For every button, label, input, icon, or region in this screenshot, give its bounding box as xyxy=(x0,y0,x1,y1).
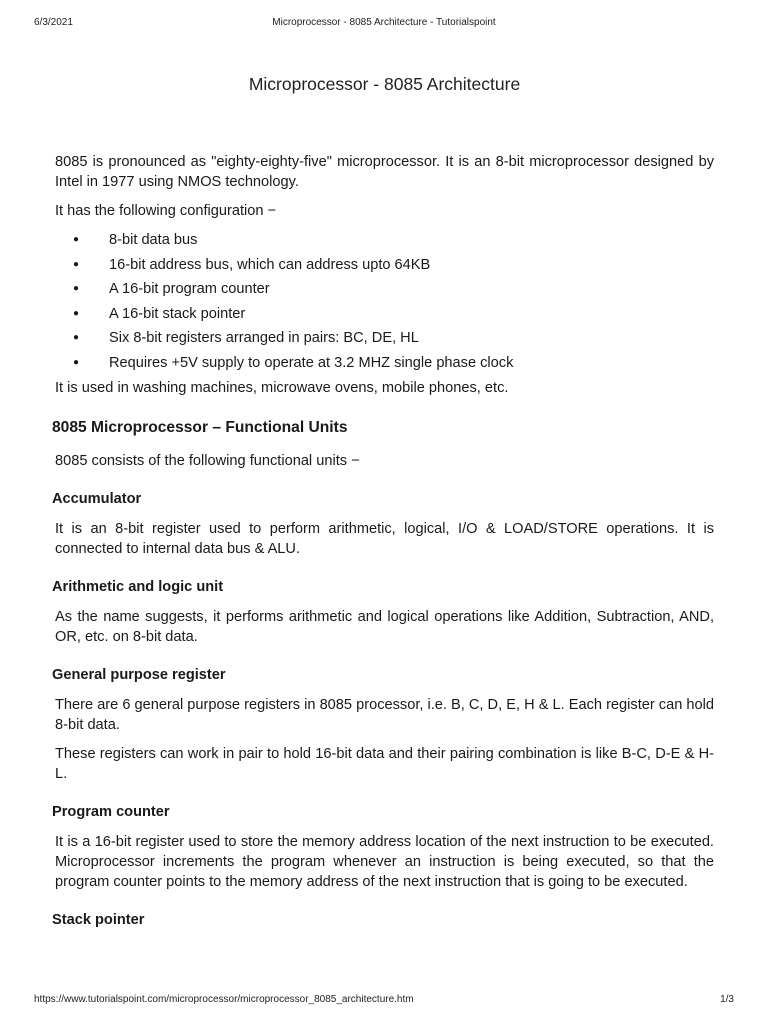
intro-paragraph: 8085 is pronounced as "eighty-eighty-five" microprocessor. It is an 8-bit microprocessor designed by Intel in 1977 using NMOS technology. xyxy=(55,154,714,190)
gpr-text-2: These registers can work in pair to hold 16-bit data and their pairing combination is like B-C, D-E & H-L. xyxy=(55,745,714,782)
page-number: 1/3 xyxy=(720,994,734,1005)
program-counter-text: It is a 16-bit register used to store the memory address location of the next instruction to be executed. Microprocessor increments the program whenever an instruction is being executed, so that the program counter points to the memory address of the next instruction that is going to be executed. xyxy=(55,833,714,890)
bullet-icon: ● xyxy=(73,307,80,319)
list-item: ● A 16-bit program counter xyxy=(73,281,270,298)
stack-pointer-heading: Stack pointer xyxy=(52,911,145,928)
page-url: https://www.tutorialspoint.com/microprocessor/microprocessor_8085_architecture.htm xyxy=(34,994,414,1005)
bullet-icon: ● xyxy=(73,332,80,344)
alu-text: As the name suggests, it performs arithmetic and logical operations like Addition, Subtraction, AND, OR, etc. on 8-bit data. xyxy=(55,608,714,645)
list-item: ● Six 8-bit registers arranged in pairs: BC, DE, HL xyxy=(73,330,419,347)
alu-heading: Arithmetic and logic unit xyxy=(52,578,224,595)
print-document-title: Microprocessor - 8085 Architecture - Tutorialspoint xyxy=(272,17,496,28)
gpr-text-1: There are 6 general purpose registers in 8085 processor, i.e. B, C, D, E, H & L. Each register can hold 8-bit data. xyxy=(55,696,714,733)
bullet-icon: ● xyxy=(73,258,80,270)
accumulator-heading: Accumulator xyxy=(52,490,142,507)
print-footer xyxy=(34,994,734,1008)
accumulator-text: It is an 8-bit register used to perform arithmetic, logical, I/O & LOAD/STORE operations. It is connected to internal data bus & ALU. xyxy=(55,520,714,557)
program-counter-heading: Program counter xyxy=(52,803,170,820)
list-item: ● A 16-bit stack pointer xyxy=(73,305,246,322)
bullet-icon: ● xyxy=(73,234,80,245)
configuration-list xyxy=(55,230,714,373)
print-header xyxy=(34,17,734,31)
bullet-icon: ● xyxy=(73,356,80,368)
functional-units-heading: 8085 Microprocessor – Functional Units xyxy=(52,418,348,436)
functional-units-intro: 8085 consists of the following functional units − xyxy=(55,452,360,469)
page-title: Microprocessor - 8085 Architecture xyxy=(248,74,521,94)
list-item: ● 8-bit data bus xyxy=(73,232,198,248)
gpr-heading: General purpose register xyxy=(52,666,226,683)
list-item: ● 16-bit address bus, which can address upto 64KB xyxy=(73,256,431,273)
article-content xyxy=(52,74,714,940)
configuration-intro: It has the following configuration − xyxy=(55,203,277,219)
bullet-icon: ● xyxy=(73,283,80,295)
print-date: 6/3/2021 xyxy=(34,17,73,28)
list-item: ● Requires +5V supply to operate at 3.2 MHZ single phase clock xyxy=(73,354,514,371)
usage-paragraph: It is used in washing machines, microwave ovens, mobile phones, etc. xyxy=(55,379,509,396)
